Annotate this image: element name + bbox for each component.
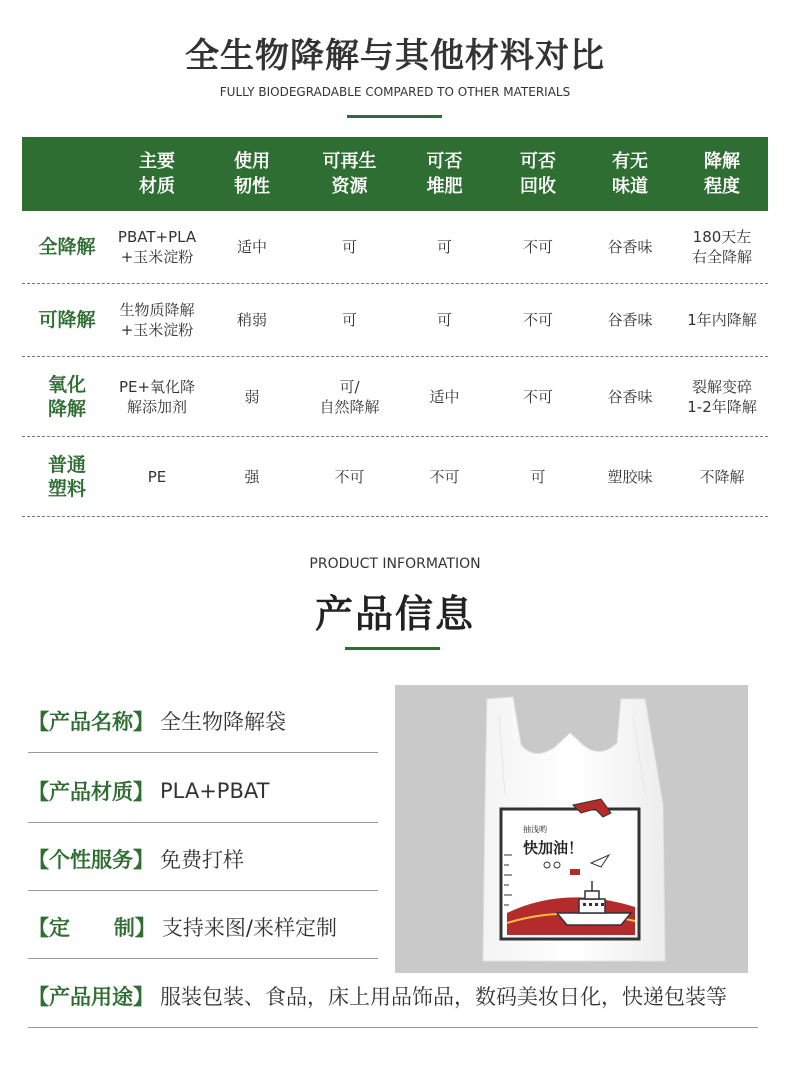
info-row-material	[28, 760, 378, 823]
info-value: 全生物降解袋	[160, 710, 286, 734]
header-cell: 使用 韧性	[234, 151, 270, 197]
info-row-name	[28, 690, 378, 753]
table-cell: 强	[244, 467, 260, 486]
comparison-table	[22, 137, 768, 517]
table-cell: 裂解变碎 1-2年降解	[687, 377, 757, 416]
bag-small-text: 抽浅哟	[523, 825, 547, 834]
info-label: 【产品材质】	[28, 780, 154, 804]
table-cell: 可/ 自然降解	[319, 377, 380, 416]
info-row-usage	[28, 964, 758, 1028]
table-cell: PE	[147, 467, 167, 486]
table-row	[22, 211, 768, 284]
row-header: 普通 塑料	[47, 453, 86, 500]
product-photo	[395, 685, 748, 973]
header-cell: 降解 程度	[704, 151, 740, 197]
table-cell: 不可	[522, 387, 553, 406]
row-header: 可降解	[38, 309, 96, 331]
comparison-table-header	[22, 137, 768, 211]
table-cell: 弱	[244, 387, 260, 406]
comparison-title: 全生物降解与其他材料对比	[185, 36, 605, 76]
header-cell: 可再生 资源	[322, 151, 377, 197]
table-cell: 不可	[522, 311, 553, 329]
info-label: 【个性服务】	[28, 848, 154, 872]
table-cell: 可	[530, 467, 546, 486]
table-cell: 不可	[334, 467, 365, 486]
table-row	[22, 437, 768, 517]
comparison-title-rule	[347, 115, 442, 118]
table-cell: 不可	[522, 238, 553, 256]
row-header: 氧化 降解	[47, 373, 86, 420]
table-cell: 谷香味	[607, 387, 653, 406]
table-row	[22, 284, 768, 357]
info-value: 免费打样	[160, 848, 244, 872]
table-cell: 谷香味	[607, 238, 653, 256]
info-row-service	[28, 828, 378, 891]
header-cell: 可否 堆肥	[426, 151, 463, 197]
product-info-title-en: PRODUCT INFORMATION	[309, 556, 481, 572]
product-info-title-rule	[345, 647, 440, 650]
product-info-title: 产品信息	[314, 592, 475, 636]
header-cell: 主要 材质	[139, 151, 175, 197]
header-cell	[22, 137, 112, 211]
info-value: 支持来图/来样定制	[161, 916, 337, 940]
header-cell: 可否 回收	[520, 151, 556, 197]
table-cell: 可	[436, 238, 452, 256]
header-cell: 有无 味道	[612, 151, 648, 197]
comparison-subtitle: FULLY BIODEGRADABLE COMPARED TO OTHER MATERIALS	[219, 85, 571, 99]
table-cell: 不降解	[699, 467, 745, 486]
table-cell: 谷香味	[607, 311, 653, 329]
info-label: 【定 制】	[28, 916, 156, 940]
info-value: 服装包装、食品，床上用品饰品，数码美妆日化，快递包装等	[160, 984, 727, 1009]
info-value: PLA+PBAT	[160, 779, 270, 803]
table-cell: 1年内降解	[687, 311, 757, 329]
info-label: 【产品名称】	[28, 710, 154, 734]
table-cell: 不可	[429, 467, 460, 486]
table-cell: PBAT+PLA +玉米淀粉	[117, 228, 197, 266]
table-cell: 生物质降解 +玉米淀粉	[119, 301, 195, 339]
table-cell: 可	[341, 238, 357, 256]
table-cell: 塑胶味	[607, 467, 653, 486]
table-cell: 稍弱	[236, 311, 267, 329]
table-cell: 180天左 右全降解	[691, 228, 752, 266]
table-cell: 适中	[429, 387, 460, 406]
table-cell: 适中	[236, 238, 267, 256]
info-row-custom	[28, 896, 378, 959]
row-header: 全降解	[38, 236, 96, 258]
table-row	[22, 357, 768, 437]
table-cell: 可	[341, 311, 357, 329]
table-cell: 可	[436, 311, 452, 329]
info-label: 【产品用途】	[28, 984, 154, 1009]
bag-big-text: 快加油！	[523, 839, 584, 857]
plastic-bag-image	[395, 685, 748, 973]
table-cell: PE+氧化降 解添加剂	[118, 377, 196, 416]
